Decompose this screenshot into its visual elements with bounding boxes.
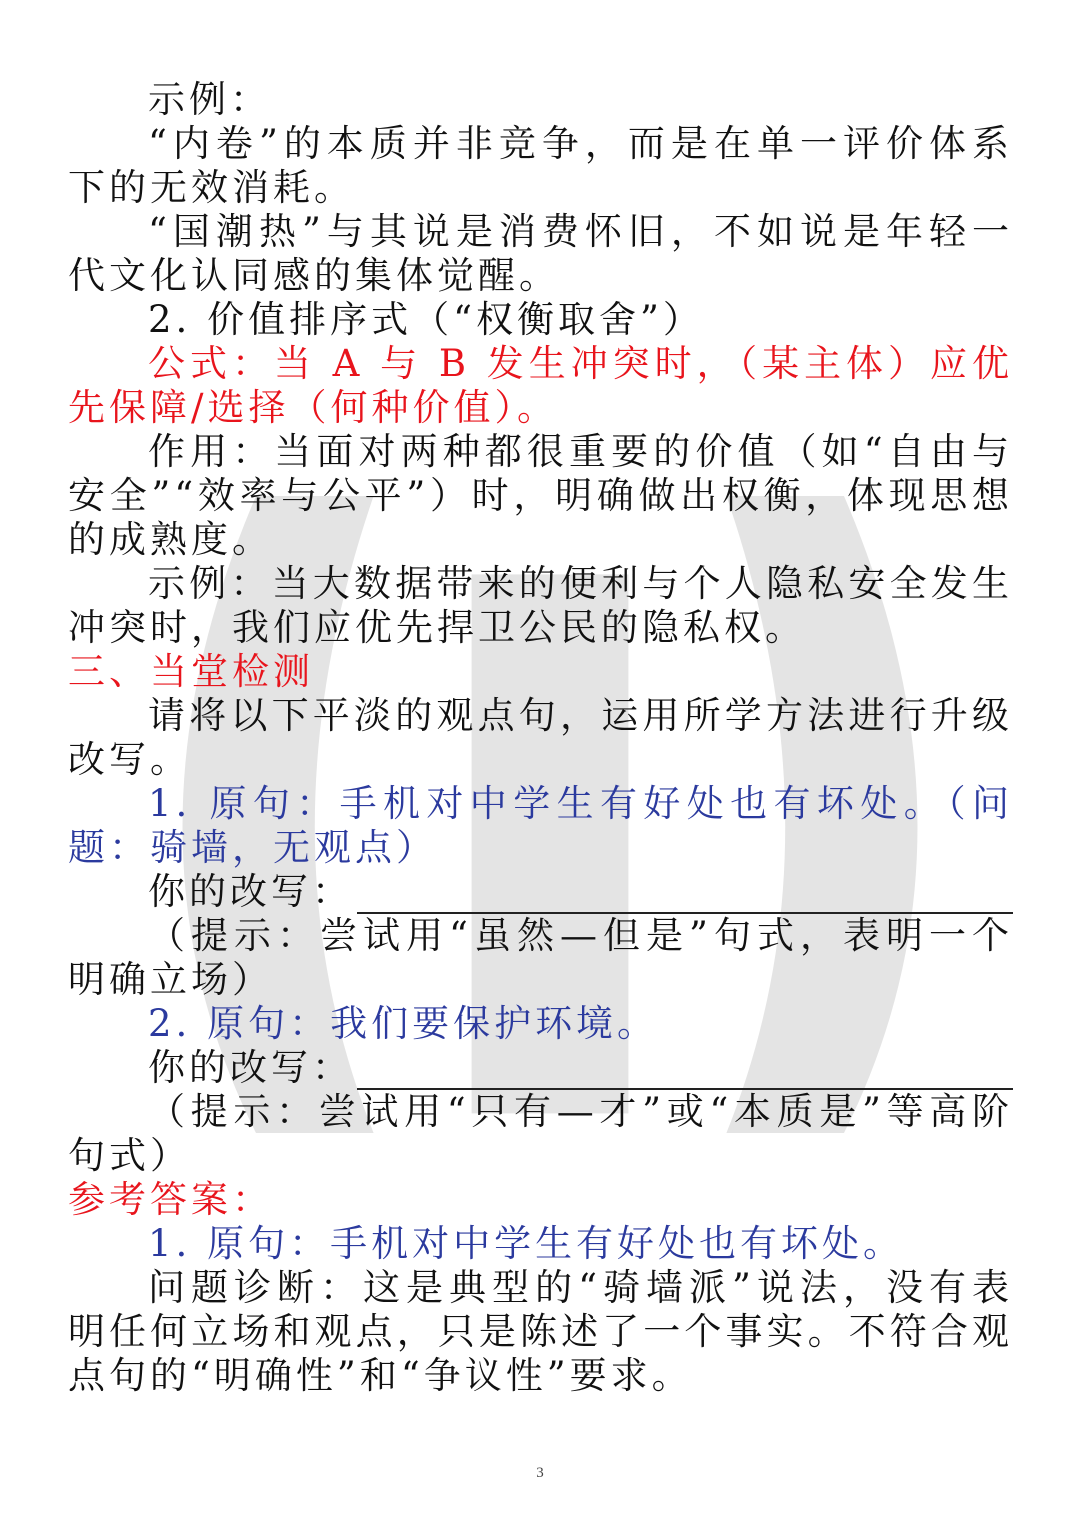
- hint-1: （提示：尝试用“虽然—但是”句式，表明一个明确立场）: [68, 914, 1013, 1001]
- question-2: 2. 原句：我们要保护环境。: [148, 1002, 659, 1045]
- page-number: 3: [536, 1465, 544, 1481]
- function-text: 作用：当面对两种都很重要的价值（如“自由与安全”“效率与公平”）时，明确做出权衡，体现思想的成熟度。: [68, 430, 1013, 561]
- document-page: [68, 78, 1013, 1398]
- test-instruction: 请将以下平淡的观点句，运用所学方法进行升级改写。: [68, 694, 1013, 781]
- answer-line-1: [68, 870, 1013, 914]
- write-blank-2[interactable]: [357, 1048, 1013, 1090]
- rewrite-label-2: 你的改写：: [148, 1046, 353, 1089]
- example-1: “内卷”的本质并非竞争，而是在单一评价体系下的无效消耗。: [68, 122, 1013, 209]
- hint-2: （提示：尝试用“只有—才”或“本质是”等高阶句式）: [68, 1090, 1013, 1177]
- write-blank-1[interactable]: [357, 872, 1013, 914]
- example-label: 示例：: [148, 78, 271, 121]
- rewrite-label-1: 你的改写：: [148, 870, 353, 913]
- formula: 公式：当 A 与 B 发生冲突时，（某主体）应优先保障/选择（何种价值）。: [68, 342, 1013, 429]
- question-1: 1. 原句：手机对中学生有好处也有坏处。（问题：骑墙，无观点）: [68, 782, 1013, 869]
- answer-line-2: [68, 1046, 1013, 1090]
- answer-1-original: 1. 原句：手机对中学生有好处也有坏处。: [148, 1222, 905, 1265]
- reference-answer-heading: 参考答案：: [68, 1178, 273, 1221]
- section-value-ranking: 2. 价值排序式（“权衡取舍”）: [148, 298, 704, 341]
- problem-diagnosis: 问题诊断：这是典型的“骑墙派”说法，没有表明任何立场和观点，只是陈述了一个事实。不符合观点句的“明确性”和“争议性”要求。: [68, 1266, 1013, 1397]
- section-heading-test: 三、当堂检测: [68, 650, 314, 693]
- example-3: 示例：当大数据带来的便利与个人隐私安全发生冲突时，我们应优先捍卫公民的隐私权。: [68, 562, 1013, 649]
- example-2: “国潮热”与其说是消费怀旧，不如说是年轻一代文化认同感的集体觉醒。: [68, 210, 1013, 297]
